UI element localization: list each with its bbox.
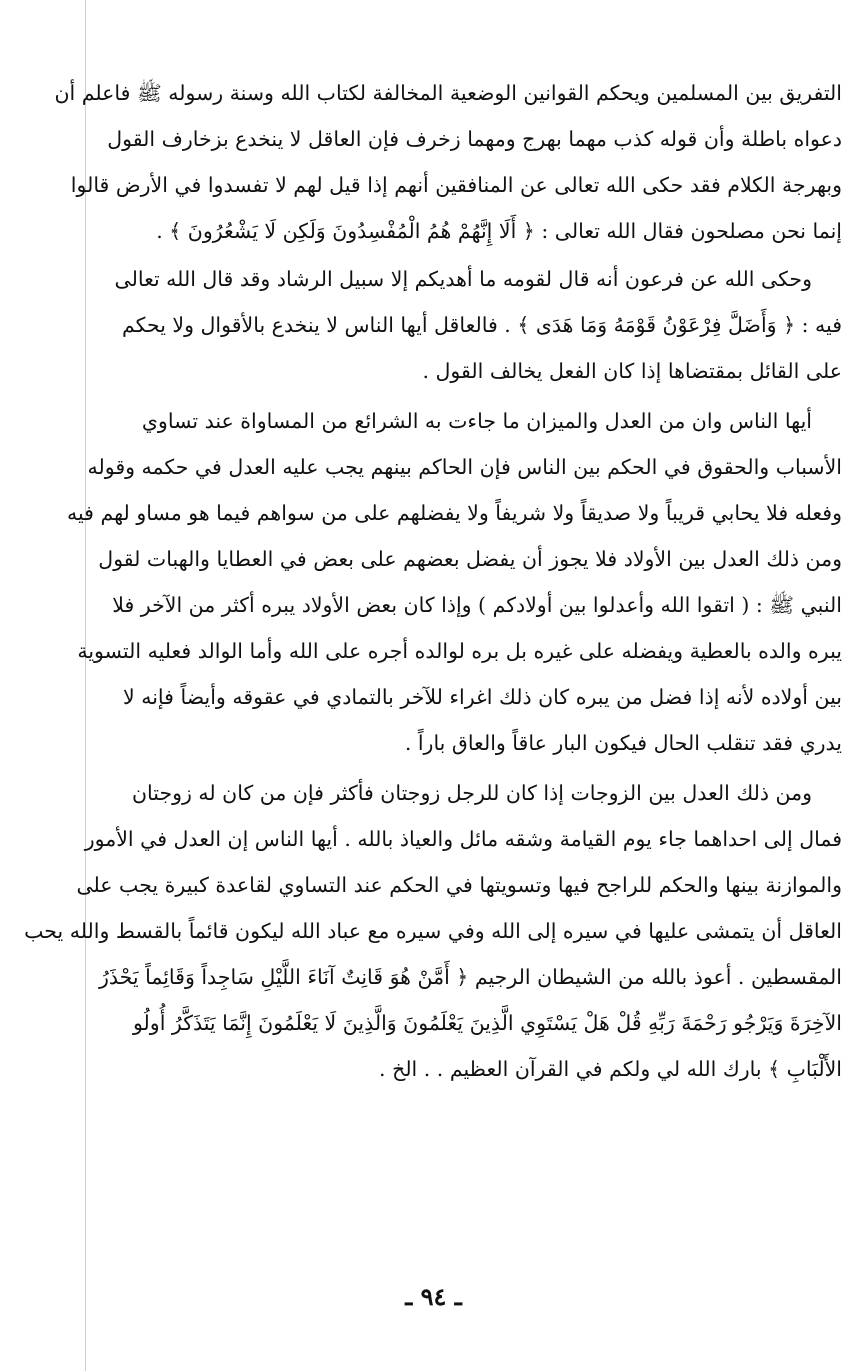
text-line-16: ومن ذلك العدل بين الزوجات إذا كان للرجل زوجتان فأكثر فإن من كان له زوجتان bbox=[131, 781, 812, 805]
text-line-8: أيها الناس وان من العدل والميزان ما جاءت به الشرائع من المساواة عند تساوي bbox=[141, 409, 812, 433]
text-line-12: النبي ﷺ : ( اتقوا الله وأعدلوا بين أولادكم ) وإذا كان بعض الأولاد يبره أكثر من الآخر فلا bbox=[112, 593, 842, 617]
text-line-18: والموازنة بينها والحكم للراجح فيها وتسويتها في الحكم عند التساوي لقاعدة كبيرة يجب على bbox=[76, 873, 842, 897]
text-line-17: فمال إلى احداهما جاء يوم القيامة وشقه مائل والعياذ بالله . أيها الناس إن العدل في الأمور bbox=[84, 827, 842, 851]
text-line-19: العاقل أن يتمشى عليها في سيره إلى الله وفي سيره مع عباد الله ليكون قائماً بالقسط والله يحب bbox=[24, 919, 842, 943]
text-line-5: وحكى الله عن فرعون أنه قال لقومه ما أهديكم إلا سبيل الرشاد وقد قال الله تعالى bbox=[114, 267, 812, 291]
text-line-4: إنما نحن مصلحون فقال الله تعالى : ﴿ أَلَا إِنَّهُمْ هُمُ الْمُفْسِدُونَ وَلَكِن لَا يَشْعُرُونَ ﴾ . bbox=[156, 219, 842, 243]
text-line-10: وفعله فلا يحابي قريباً ولا صديقاً ولا شريفاً ولا يفضلهم على من سواهم فيما هو مساو لهم فيه bbox=[66, 501, 842, 525]
text-line-9: الأسباب والحقوق في الحكم بين الناس فإن الحاكم بينهم يجب عليه العدل في حكمه وقوله bbox=[87, 455, 842, 479]
text-line-2: دعواه باطلة وأن قوله كذب مهما بهرج ومهما زخرف فإن العاقل لا ينخدع بزخارف القول bbox=[107, 127, 842, 151]
text-line-11: ومن ذلك العدل بين الأولاد فلا يجوز أن يفضل بعضهم على بعض في العطايا والهبات لقول bbox=[98, 547, 842, 571]
text-line-1: التفريق بين المسلمين ويحكم القوانين الوضعية المخالفة لكتاب الله وسنة رسوله ﷺ فاعلم أن bbox=[54, 81, 842, 105]
text-line-3: وبهرجة الكلام فقد حكى الله تعالى عن المنافقين أنهم إذا قيل لهم لا تفسدوا في الأرض قالوا bbox=[70, 173, 842, 197]
text-line-20: المقسطين . أعوذ بالله من الشيطان الرجيم ﴿ أَمَّنْ هُوَ قَانِتٌ آنَاءَ اللَّيْلِ سَاجِداً وَقَائِماً يَحْذَرُ bbox=[98, 965, 842, 989]
text-line-22: الأَلْبَابِ ﴾ بارك الله لي ولكم في القرآن العظيم . . الخ . bbox=[379, 1057, 842, 1081]
text-line-6: فيه : ﴿ وَأَضَلَّ فِرْعَوْنُ قَوْمَهُ وَمَا هَدَى ﴾ . فالعاقل أيها الناس لا ينخدع بالأقوال ولا يحكم bbox=[122, 313, 842, 337]
text-line-13: يبره والده بالعطية ويفضله على غيره بل بره لوالده أجره على الله وأما الوالد فعليه التسوية bbox=[77, 639, 842, 663]
text-line-15: يدري فقد تنقلب الحال فيكون البار عاقاً والعاق باراً . bbox=[404, 731, 842, 755]
text-line-7: على القائل بمقتضاها إذا كان الفعل يخالف القول . bbox=[422, 359, 842, 383]
text-line-21: الآخِرَةَ وَيَرْجُو رَحْمَةَ رَبِّهِ قُلْ هَلْ يَسْتَوِي الَّذِينَ يَعْلَمُونَ وَالَّذِينَ لَا يَعْلَمُونَ إِنَّمَا يَتَذَكَّرُ أُولُو bbox=[132, 1011, 842, 1035]
text-line-14: بين أولاده لأنه إذا فضل من يبره كان ذلك اغراء للآخر بالتمادي في عقوقه وأيضاً فإنه لا bbox=[123, 685, 842, 709]
page-number: ـ ٩٤ ـ bbox=[405, 1282, 462, 1311]
